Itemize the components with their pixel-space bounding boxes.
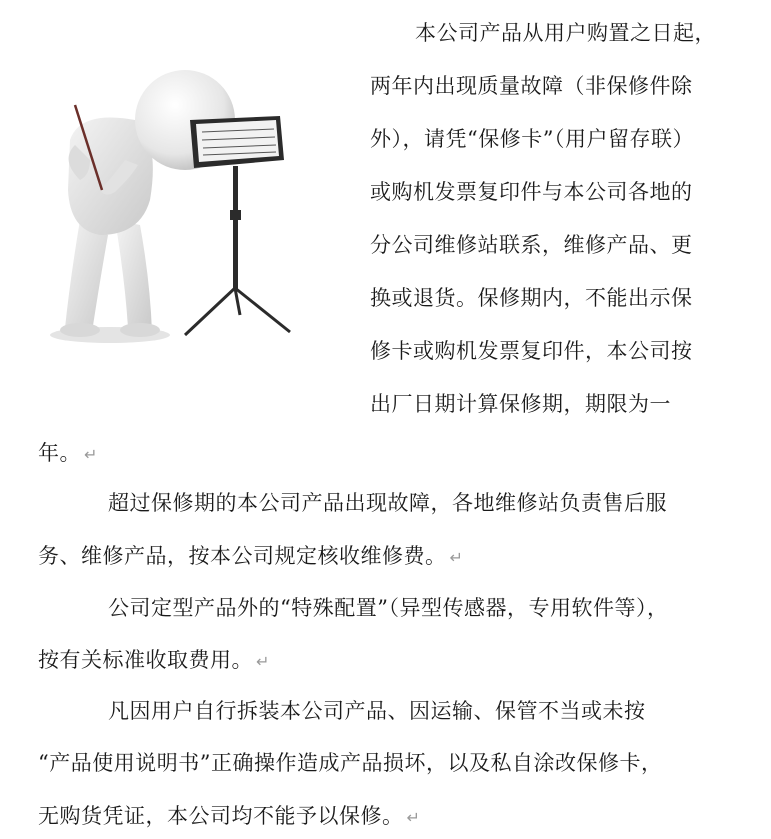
paragraph-4-line-3 [38, 803, 420, 831]
paragraph-1-line-7: 修卡或购机发票复印件，本公司按 [370, 339, 693, 363]
paragraph-3-last-text: 按有关标准收取费用。 [38, 648, 253, 672]
paragraph-1-line-9 [38, 440, 98, 468]
paragraph-mark-icon: ↵ [449, 548, 464, 567]
paragraph-4-line-1: 凡因用户自行拆装本公司产品、因运输、保管不当或未按 [108, 699, 646, 723]
illustration [40, 50, 320, 350]
paragraph-1-line-6: 换或退货。保修期内，不能出示保 [370, 286, 693, 310]
paragraph-1-line-4: 或购机发票复印件与本公司各地的 [370, 180, 693, 204]
paragraph-1-line-8: 出厂日期计算保修期，期限为一 [370, 392, 671, 416]
paragraph-4-last-text: 无购货凭证，本公司均不能予以保修。 [38, 804, 404, 828]
paragraph-1-line-2: 两年内出现质量故障（非保修件除 [370, 74, 693, 98]
paragraph-1-line-3: 外），请凭“保修卡”（用户留存联） [370, 127, 694, 151]
music-stand-icon [180, 110, 310, 350]
paragraph-1-last-text: 年。 [38, 441, 81, 465]
paragraph-2-line-2 [38, 543, 463, 571]
paragraph-mark-icon: ↵ [406, 808, 421, 827]
paragraph-1-line-5: 分公司维修站联系，维修产品、更 [370, 233, 693, 257]
paragraph-3-line-1: 公司定型产品外的“特殊配置”（异型传感器，专用软件等）， [108, 596, 669, 620]
paragraph-mark-icon: ↵ [256, 652, 270, 671]
paragraph-1-line-1: 本公司产品从用户购置之日起， [415, 21, 716, 45]
paragraph-3-line-2 [38, 647, 270, 675]
paragraph-2-line-1: 超过保修期的本公司产品出现故障，各地维修站负责售后服 [108, 491, 667, 515]
paragraph-mark-icon: ↵ [84, 445, 98, 464]
paragraph-2-last-text: 务、维修产品，按本公司规定核收维修费。 [38, 544, 447, 568]
paragraph-4-line-2: “产品使用说明书”正确操作造成产品损坏，以及私自涂改保修卡， [38, 751, 663, 775]
